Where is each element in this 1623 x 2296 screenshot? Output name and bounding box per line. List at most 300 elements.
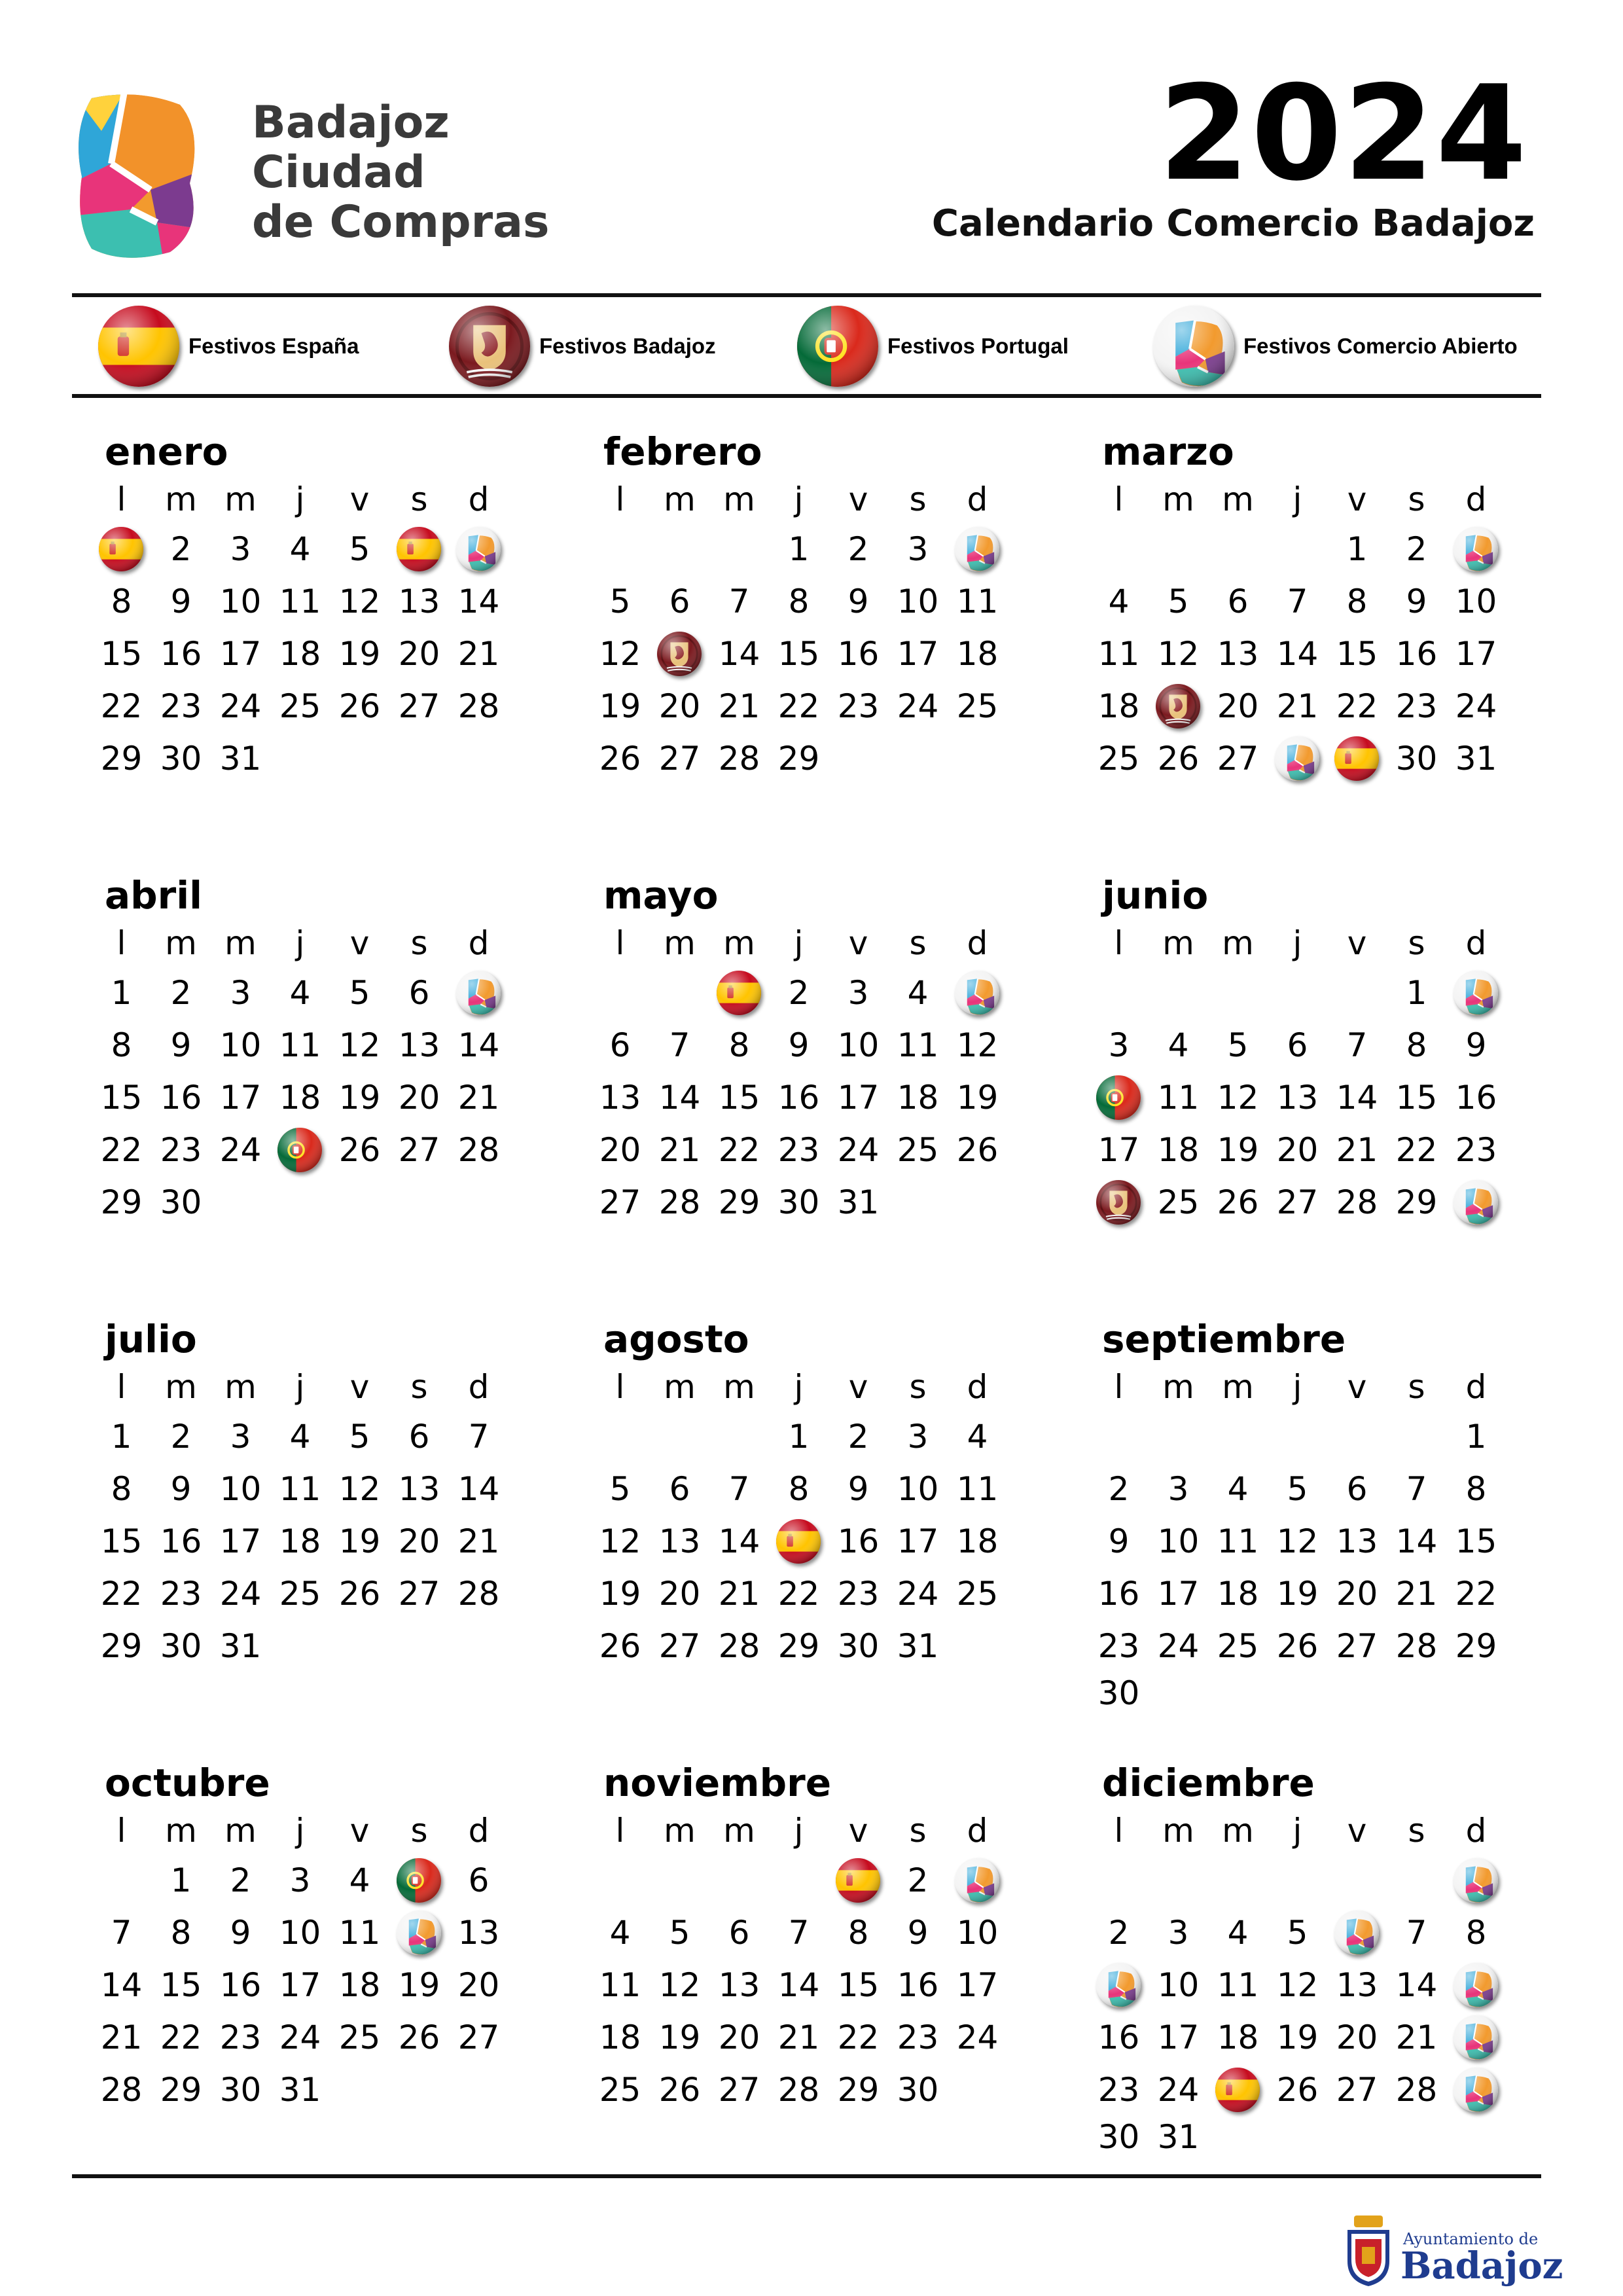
- day-cell: 29: [1455, 1627, 1497, 1665]
- holiday-open-day: [948, 524, 1007, 575]
- day-cell: 18: [279, 1522, 321, 1560]
- day-cell: 27: [1217, 740, 1259, 778]
- legend-comercio-abierto: [1153, 304, 1518, 389]
- day-cell: 7: [1406, 1914, 1427, 1952]
- day-cell: 21: [1276, 687, 1319, 725]
- day-cell: 13: [1276, 1079, 1319, 1117]
- open-commerce-icon: [1454, 1963, 1498, 2007]
- day-cell: 14: [457, 1470, 500, 1508]
- day-cell: 12: [338, 1470, 381, 1508]
- month-title: noviembre: [603, 1761, 832, 1805]
- divider-legend: [72, 394, 1541, 398]
- day-cell: 17: [219, 635, 262, 673]
- weekday-header: s: [410, 480, 428, 518]
- day-cell: 21: [658, 1131, 701, 1169]
- month-title: abril: [105, 873, 203, 918]
- weekday-header: j: [1293, 1812, 1302, 1850]
- holiday-open-day: [1446, 967, 1506, 1018]
- day-cell: 30: [160, 1627, 202, 1665]
- day-cell: 4: [1108, 583, 1130, 620]
- day-cell: 10: [1157, 1522, 1200, 1560]
- day-cell: 12: [1217, 1079, 1259, 1117]
- day-cell: 27: [599, 1183, 641, 1221]
- day-cell: 8: [728, 1026, 750, 1064]
- portugal-flag-icon: [1096, 1075, 1141, 1120]
- weekday-header: j: [1293, 480, 1302, 518]
- day-cell: 14: [777, 1966, 820, 2004]
- day-cell: 18: [1157, 1131, 1200, 1169]
- day-cell: 5: [349, 974, 370, 1012]
- weekday-header: l: [615, 480, 625, 518]
- badajoz-shield-icon: [657, 632, 702, 676]
- weekday-header: s: [909, 480, 927, 518]
- day-cell: 29: [100, 1627, 143, 1665]
- day-cell: 9: [230, 1914, 251, 1952]
- day-cell: 2: [1108, 1470, 1130, 1508]
- day-cell: 24: [1455, 687, 1497, 725]
- day-cell: 23: [1455, 1131, 1497, 1169]
- day-cell: 22: [837, 2018, 880, 2056]
- day-cell: 29: [1395, 1183, 1438, 1221]
- day-cell: 30: [777, 1183, 820, 1221]
- holiday-open-day: [1446, 2012, 1506, 2063]
- open-commerce-icon: [1454, 2068, 1498, 2112]
- day-cell: 11: [279, 1026, 321, 1064]
- holiday-es-day: [769, 1516, 829, 1567]
- holiday-es-day: [92, 524, 151, 575]
- weekday-header: v: [1347, 480, 1367, 518]
- month-title: marzo: [1102, 429, 1234, 474]
- day-cell: 19: [1276, 2018, 1319, 2056]
- day-cell: 16: [160, 1522, 202, 1560]
- day-cell: 26: [1276, 2071, 1319, 2109]
- brand-line-1: Badajoz: [252, 97, 450, 149]
- day-cell: 19: [658, 2018, 701, 2056]
- weekday-header: m: [723, 1368, 755, 1406]
- day-cell: 20: [1336, 1575, 1378, 1613]
- day-cell: 30: [1097, 2118, 1140, 2156]
- day-cell: 15: [1336, 635, 1378, 673]
- day-cell: 23: [1097, 1627, 1140, 1665]
- day-cell: 23: [160, 1131, 202, 1169]
- day-cell: 24: [897, 1575, 939, 1613]
- day-cell: 15: [100, 1522, 143, 1560]
- day-cell: 27: [658, 1627, 701, 1665]
- day-cell: 31: [219, 740, 262, 778]
- day-cell: 20: [718, 2018, 760, 2056]
- weekday-header: v: [1347, 1812, 1367, 1850]
- day-cell: 14: [457, 1026, 500, 1064]
- day-cell: 26: [338, 1575, 381, 1613]
- day-cell: 11: [1217, 1966, 1259, 2004]
- holiday-es-day: [1327, 733, 1387, 784]
- day-cell: 22: [1455, 1575, 1497, 1613]
- day-cell: 20: [398, 1522, 440, 1560]
- weekday-header: d: [468, 1812, 490, 1850]
- day-cell: 25: [897, 1131, 939, 1169]
- day-cell: 1: [170, 1861, 192, 1899]
- day-cell: 17: [219, 1522, 262, 1560]
- day-cell: 2: [847, 1418, 869, 1456]
- day-cell: 10: [219, 1026, 262, 1064]
- day-cell: 22: [100, 1575, 143, 1613]
- weekday-header: m: [1162, 480, 1194, 518]
- weekday-header: l: [615, 1368, 625, 1406]
- day-cell: 1: [1406, 974, 1427, 1012]
- day-cell: 4: [349, 1861, 370, 1899]
- day-cell: 12: [1276, 1966, 1319, 2004]
- day-cell: 9: [788, 1026, 810, 1064]
- weekday-header: d: [967, 924, 988, 962]
- day-cell: 7: [468, 1418, 490, 1456]
- holiday-open-day: [1446, 524, 1506, 575]
- day-cell: 7: [728, 583, 750, 620]
- day-cell: 7: [669, 1026, 690, 1064]
- day-cell: 16: [777, 1079, 820, 1117]
- day-cell: 26: [338, 1131, 381, 1169]
- day-cell: 28: [457, 1575, 500, 1613]
- day-cell: 11: [1217, 1522, 1259, 1560]
- open-commerce-icon: [397, 1910, 441, 1955]
- weekday-header: m: [1162, 1812, 1194, 1850]
- day-cell: 15: [1395, 1079, 1438, 1117]
- day-cell: 11: [279, 583, 321, 620]
- day-cell: 24: [1157, 2071, 1200, 2109]
- day-cell: 11: [956, 583, 999, 620]
- day-cell: 13: [398, 583, 440, 620]
- day-cell: 31: [897, 1627, 939, 1665]
- day-cell: 26: [658, 2071, 701, 2109]
- day-cell: 10: [279, 1914, 321, 1952]
- day-cell: 16: [160, 635, 202, 673]
- day-cell: 26: [1276, 1627, 1319, 1665]
- day-cell: 25: [279, 1575, 321, 1613]
- day-cell: 3: [1108, 1026, 1130, 1064]
- holiday-es-day: [389, 524, 449, 575]
- day-cell: 23: [219, 2018, 262, 2056]
- day-cell: 6: [1346, 1470, 1368, 1508]
- weekday-header: v: [349, 1368, 370, 1406]
- weekday-header: m: [165, 1368, 197, 1406]
- day-cell: 20: [599, 1131, 641, 1169]
- day-cell: 12: [338, 1026, 381, 1064]
- day-cell: 19: [956, 1079, 999, 1117]
- day-cell: 6: [408, 1418, 430, 1456]
- weekday-header: m: [224, 1368, 257, 1406]
- weekday-header: d: [468, 1368, 490, 1406]
- holiday-pt-day: [270, 1124, 330, 1175]
- holiday-open-day: [449, 967, 508, 1018]
- day-cell: 23: [160, 1575, 202, 1613]
- day-cell: 16: [1097, 2018, 1140, 2056]
- day-cell: 7: [111, 1914, 132, 1952]
- day-cell: 31: [279, 2071, 321, 2109]
- day-cell: 15: [100, 1079, 143, 1117]
- day-cell: 10: [956, 1914, 999, 1952]
- weekday-header: m: [1162, 1368, 1194, 1406]
- calendar-subtitle: Calendario Comercio Badajoz: [931, 202, 1535, 245]
- open-commerce-icon: [1153, 306, 1234, 387]
- day-cell: 17: [837, 1079, 880, 1117]
- weekday-header: v: [848, 480, 868, 518]
- weekday-header: v: [349, 1812, 370, 1850]
- day-cell: 15: [160, 1966, 202, 2004]
- weekday-header: d: [1465, 480, 1487, 518]
- weekday-header: m: [165, 1812, 197, 1850]
- day-cell: 27: [658, 740, 701, 778]
- day-cell: 1: [111, 1418, 132, 1456]
- day-cell: 22: [777, 1575, 820, 1613]
- weekday-header: l: [1114, 480, 1124, 518]
- weekday-header: l: [1114, 1368, 1124, 1406]
- day-cell: 11: [599, 1966, 641, 2004]
- day-cell: 25: [956, 687, 999, 725]
- day-cell: 24: [219, 687, 262, 725]
- day-cell: 8: [111, 1470, 132, 1508]
- day-cell: 18: [956, 635, 999, 673]
- day-cell: 25: [1157, 1183, 1200, 1221]
- day-cell: 19: [338, 1522, 381, 1560]
- day-cell: 3: [847, 974, 869, 1012]
- day-cell: 30: [897, 2071, 939, 2109]
- day-cell: 16: [1455, 1079, 1497, 1117]
- day-cell: 24: [219, 1131, 262, 1169]
- day-cell: 13: [658, 1522, 701, 1560]
- day-cell: 26: [1157, 740, 1200, 778]
- ayuntamiento-line-1: Ayuntamiento de: [1403, 2230, 1539, 2248]
- spain-flag-icon: [836, 1858, 880, 1903]
- day-cell: 10: [219, 583, 262, 620]
- open-commerce-icon: [456, 527, 501, 571]
- day-cell: 19: [1276, 1575, 1319, 1613]
- day-cell: 28: [718, 1627, 760, 1665]
- year-title: 2024: [1158, 58, 1528, 210]
- weekday-header: j: [295, 1812, 305, 1850]
- day-cell: 19: [338, 1079, 381, 1117]
- day-cell: 21: [1395, 1575, 1438, 1613]
- holiday-open-day: [1089, 1960, 1149, 2011]
- month-title: agosto: [603, 1317, 749, 1361]
- day-cell: 22: [1395, 1131, 1438, 1169]
- day-cell: 5: [1287, 1470, 1308, 1508]
- day-cell: 27: [1336, 1627, 1378, 1665]
- day-cell: 17: [1455, 635, 1497, 673]
- weekday-header: j: [1293, 1368, 1302, 1406]
- weekday-header: m: [165, 480, 197, 518]
- day-cell: 22: [718, 1131, 760, 1169]
- day-cell: 27: [1276, 1183, 1319, 1221]
- day-cell: 21: [718, 687, 760, 725]
- day-cell: 9: [847, 583, 869, 620]
- day-cell: 20: [658, 687, 701, 725]
- day-cell: 12: [1276, 1522, 1319, 1560]
- weekday-header: s: [909, 1812, 927, 1850]
- day-cell: 23: [1097, 2071, 1140, 2109]
- weekday-header: m: [723, 924, 755, 962]
- day-cell: 9: [907, 1914, 929, 1952]
- day-cell: 21: [1395, 2018, 1438, 2056]
- day-cell: 24: [219, 1575, 262, 1613]
- brand-name: [252, 98, 550, 247]
- day-cell: 24: [837, 1131, 880, 1169]
- open-commerce-icon: [955, 971, 999, 1015]
- day-cell: 9: [847, 1470, 869, 1508]
- day-cell: 3: [1168, 1470, 1189, 1508]
- day-cell: 12: [599, 1522, 641, 1560]
- day-cell: 11: [338, 1914, 381, 1952]
- day-cell: 26: [338, 687, 381, 725]
- day-cell: 21: [718, 1575, 760, 1613]
- month-title: julio: [105, 1317, 197, 1361]
- day-cell: 9: [1406, 583, 1427, 620]
- holiday-open-day: [1446, 2064, 1506, 2115]
- holiday-bad-day: [650, 628, 709, 679]
- brand-line-2: Ciudad: [252, 147, 425, 198]
- day-cell: 15: [718, 1079, 760, 1117]
- weekday-header: m: [224, 1812, 257, 1850]
- day-cell: 17: [219, 1079, 262, 1117]
- day-cell: 8: [170, 1914, 192, 1952]
- badajoz-shield-icon: [1096, 1180, 1141, 1225]
- day-cell: 28: [100, 2071, 143, 2109]
- day-cell: 6: [669, 583, 690, 620]
- day-cell: 7: [1287, 583, 1308, 620]
- day-cell: 7: [728, 1470, 750, 1508]
- weekday-header: m: [664, 1368, 696, 1406]
- weekday-header: d: [967, 480, 988, 518]
- portugal-flag-icon: [277, 1128, 322, 1172]
- day-cell: 8: [847, 1914, 869, 1952]
- day-cell: 25: [1097, 740, 1140, 778]
- day-cell: 13: [398, 1026, 440, 1064]
- legend-badajoz: [449, 304, 716, 389]
- day-cell: 5: [349, 1418, 370, 1456]
- day-cell: 8: [1406, 1026, 1427, 1064]
- day-cell: 31: [837, 1183, 880, 1221]
- day-cell: 24: [1157, 1627, 1200, 1665]
- day-cell: 28: [457, 1131, 500, 1169]
- weekday-header: m: [1222, 1812, 1254, 1850]
- day-cell: 29: [837, 2071, 880, 2109]
- day-cell: 28: [457, 687, 500, 725]
- day-cell: 13: [1336, 1522, 1378, 1560]
- day-cell: 10: [1157, 1966, 1200, 2004]
- day-cell: 5: [349, 530, 370, 568]
- day-cell: 13: [599, 1079, 641, 1117]
- weekday-header: s: [1408, 1368, 1425, 1406]
- day-cell: 14: [1276, 635, 1319, 673]
- spain-flag-icon: [99, 527, 143, 571]
- day-cell: 25: [956, 1575, 999, 1613]
- day-cell: 20: [1336, 2018, 1378, 2056]
- ayuntamiento-line-2: Badajoz: [1400, 2244, 1563, 2287]
- day-cell: 3: [289, 1861, 311, 1899]
- open-commerce-icon: [1454, 971, 1498, 1015]
- spain-flag-icon: [776, 1519, 821, 1564]
- day-cell: 27: [398, 687, 440, 725]
- month-title: octubre: [105, 1761, 270, 1805]
- day-cell: 25: [1217, 1627, 1259, 1665]
- day-cell: 1: [1465, 1418, 1487, 1456]
- open-commerce-icon: [1454, 2015, 1498, 2060]
- day-cell: 31: [1455, 740, 1497, 778]
- day-cell: 19: [599, 1575, 641, 1613]
- day-cell: 2: [170, 974, 192, 1012]
- legend-label: Festivos Badajoz: [539, 334, 716, 358]
- weekday-header: m: [664, 924, 696, 962]
- day-cell: 4: [1227, 1914, 1249, 1952]
- holiday-es-day: [709, 967, 769, 1018]
- holiday-open-day: [948, 967, 1007, 1018]
- weekday-header: v: [349, 924, 370, 962]
- day-cell: 13: [1217, 635, 1259, 673]
- day-cell: 30: [1395, 740, 1438, 778]
- spain-flag-icon: [1215, 2068, 1260, 2112]
- day-cell: 27: [718, 2071, 760, 2109]
- open-commerce-icon: [955, 1858, 999, 1903]
- day-cell: 25: [599, 2071, 641, 2109]
- day-cell: 24: [956, 2018, 999, 2056]
- day-cell: 2: [230, 1861, 251, 1899]
- portugal-flag-icon: [797, 306, 878, 387]
- weekday-header: v: [848, 1812, 868, 1850]
- day-cell: 20: [398, 635, 440, 673]
- badajoz-shield-icon: [449, 306, 530, 387]
- open-commerce-icon: [1454, 1858, 1498, 1903]
- day-cell: 4: [967, 1418, 988, 1456]
- day-cell: 13: [718, 1966, 760, 2004]
- weekday-header: v: [349, 480, 370, 518]
- day-cell: 29: [777, 1627, 820, 1665]
- day-cell: 18: [279, 635, 321, 673]
- day-cell: 10: [1455, 583, 1497, 620]
- day-cell: 2: [907, 1861, 929, 1899]
- day-cell: 14: [1395, 1522, 1438, 1560]
- weekday-header: j: [794, 1368, 804, 1406]
- day-cell: 20: [1276, 1131, 1319, 1169]
- badajoz-shield-icon: [1156, 684, 1200, 728]
- day-cell: 20: [1217, 687, 1259, 725]
- day-cell: 1: [788, 1418, 810, 1456]
- day-cell: 9: [1108, 1522, 1130, 1560]
- weekday-header: s: [1408, 924, 1425, 962]
- day-cell: 8: [1465, 1470, 1487, 1508]
- day-cell: 26: [398, 2018, 440, 2056]
- open-commerce-icon: [1454, 1180, 1498, 1225]
- ayuntamiento-name: [1400, 2230, 1563, 2287]
- weekday-header: s: [909, 1368, 927, 1406]
- weekday-header: s: [1408, 1812, 1425, 1850]
- weekday-header: j: [295, 480, 305, 518]
- day-cell: 16: [219, 1966, 262, 2004]
- weekday-header: m: [723, 1812, 755, 1850]
- day-cell: 8: [111, 1026, 132, 1064]
- day-cell: 5: [609, 1470, 631, 1508]
- day-cell: 12: [599, 635, 641, 673]
- legend-label: Festivos Portugal: [887, 334, 1069, 358]
- day-cell: 30: [219, 2071, 262, 2109]
- weekday-header: j: [794, 924, 804, 962]
- day-cell: 20: [658, 1575, 701, 1613]
- day-cell: 30: [160, 740, 202, 778]
- day-cell: 2: [170, 530, 192, 568]
- day-cell: 20: [457, 1966, 500, 2004]
- day-cell: 8: [111, 583, 132, 620]
- weekday-header: m: [664, 1812, 696, 1850]
- day-cell: 23: [777, 1131, 820, 1169]
- portugal-flag-icon: [397, 1858, 441, 1903]
- day-cell: 11: [956, 1470, 999, 1508]
